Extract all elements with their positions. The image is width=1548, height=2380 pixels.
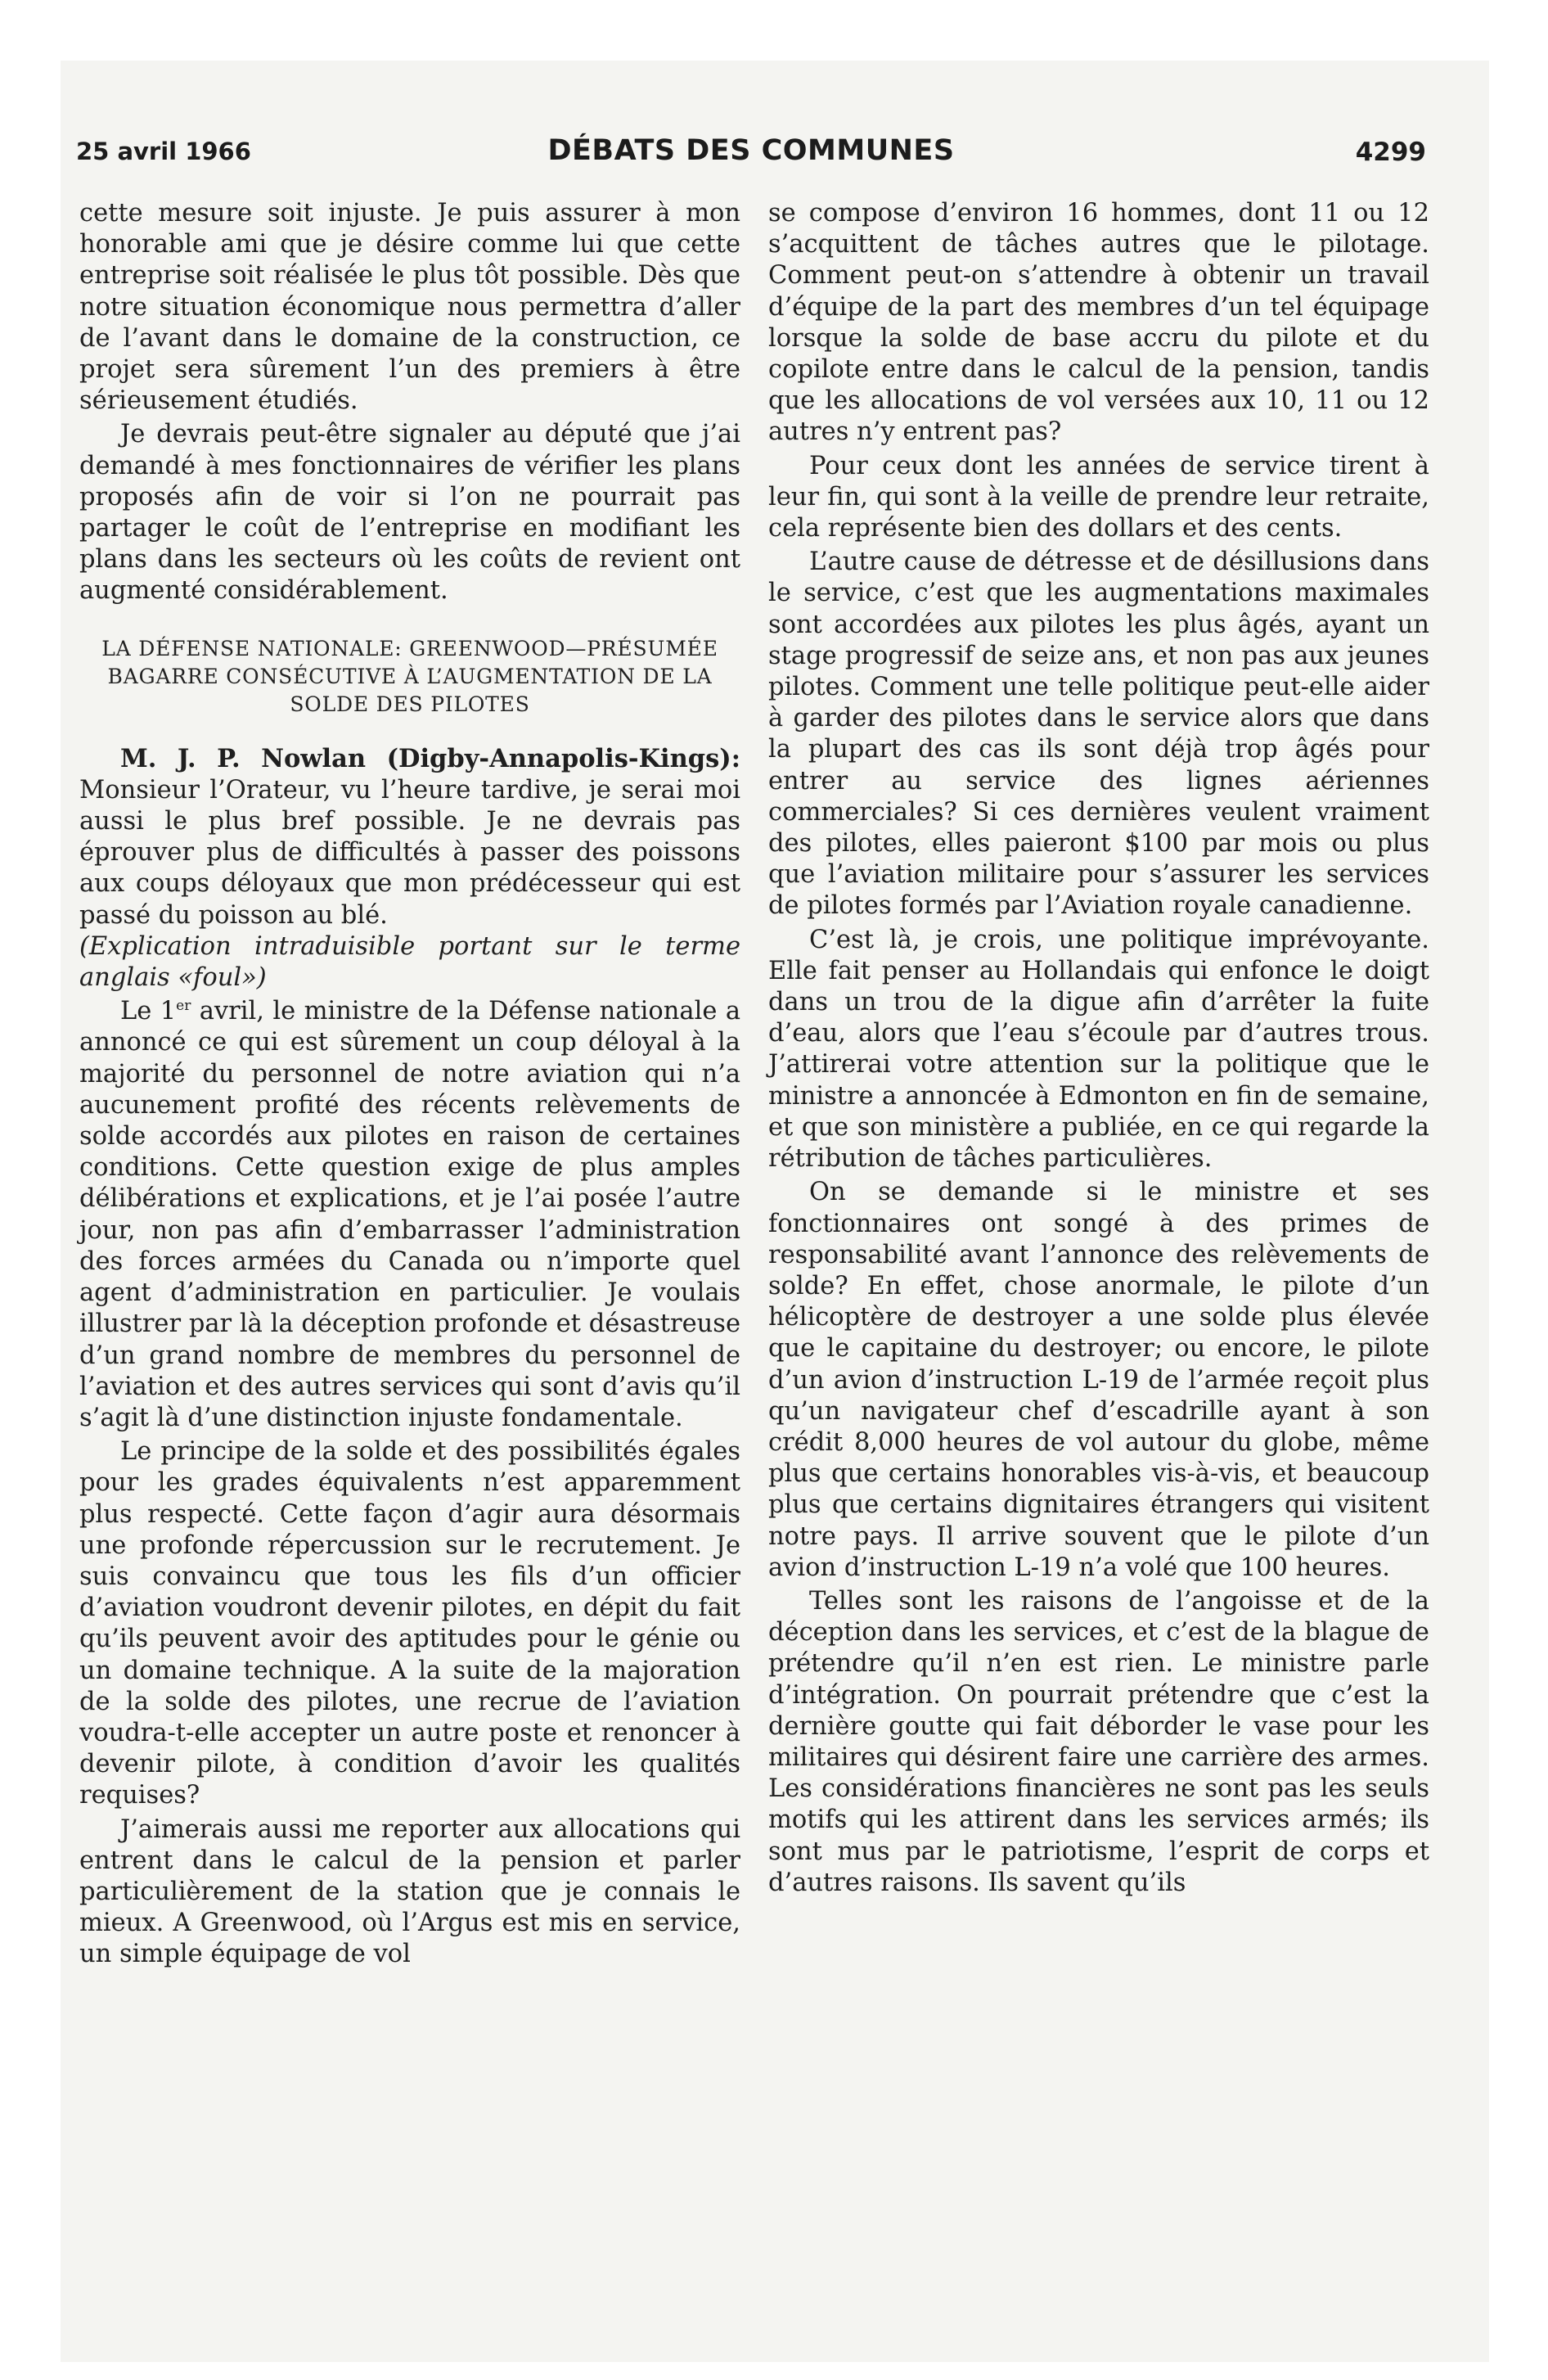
paragraph: L’autre cause de détresse et de désillusions dans le service, c’est que les augmentations maximales sont accordées aux pilotes les plus âgés, ayant un stage progressif de seize ans, et non pas aux jeunes pilotes. Comment une telle politique peut-elle aider à garder des pilotes dans le service alors que dans la plupart des cas ils sont déjà trop âgés pour entrer au service des lignes aériennes commerciales? Si ces dernières veulent vraiment des pilotes, elles paieront $100 par mois ou plus que l’aviation militaire pour s’assurer les services de pilotes formés par l’Aviation royale canadienne.	[768, 548, 1429, 921]
paragraph: Pour ceux dont les années de service tirent à leur fin, qui sont à la veille de prendre leur retraite, cela représente bien des dollars et des cents.	[768, 451, 1429, 543]
paragraph: cette mesure soit injuste. Je puis assurer à mon honorable ami que je désire comme lui que cette entreprise soit réalisée le plus tôt possible. Dès que notre situation économique nous permettra d’aller de l’avant dans le domaine de la construction, ce projet sera sûrement l’un des premiers à être sérieusement étudiés.	[79, 199, 740, 416]
paragraph: J’aimerais aussi me reporter aux allocations qui entrent dans le calcul de la pension et parler particulièrement de la station que je connais le mieux. A Greenwood, où l’Argus est mis en service, un simple équipage de vol	[79, 1814, 740, 1969]
paragraph: Telles sont les raisons de l’angoisse et de la déception dans les services, et c’est de la blague de prétendre qu’il n’en est rien. Le ministre parle d’intégration. On pourrait prétendre que c’est la dernière goutte qui fait déborder le vase pour les militaires qui désirent faire une carrière des armes. Les considérations financières ne sont pas les seuls motifs qui les attirent dans les services armés; ils sont mus par le patriotisme, l’esprit de corps et d’autres raisons. Ils savent qu’ils	[768, 1586, 1429, 1897]
paragraph: On se demande si le ministre et ses fonctionnaires ont songé à des primes de responsabilité avant l’annonce des relèvements de solde? En effet, chose anormale, le pilote d’un hélicoptère de destroyer a une solde plus élevée que le capitaine du destroyer; ou encore, le pilote d’un avion d’instruction L-19 de l’armée reçoit plus qu’un navigateur chef d’escadrille ayant à son crédit 8,000 heures de vol autour du globe, même plus que certains honorables vis-à-vis, et beaucoup plus que certains dignitaires étrangers qui visitent notre pays. Il arrive souvent que le pilote d’un avion d’instruction L-19 n’a volé que 100 heures.	[768, 1178, 1429, 1582]
ordinal-superscript: er	[176, 998, 191, 1015]
left-column	[79, 198, 740, 1971]
speech-text: Monsieur l’Orateur, vu l’heure tardive, je serai moi aussi le plus bref possible. Je ne devrais pas éprouver plus de difficultés à passer des poissons aux coups déloyaux que mon prédécesseur qui est passé du poisson au blé.	[79, 775, 740, 930]
paragraph: C’est là, je crois, une politique imprévoyante. Elle fait penser au Hollandais qui enfonce le doigt dans un trou de la digue afin d’arrêter la fuite d’eau, alors que l’eau s’écoule par d’autres trous. J’attirerai votre attention sur la politique que le ministre a annoncée à Edmonton en fin de semaine, et que son ministère a publiée, en ce qui regarde la rétribution de tâches particulières.	[768, 925, 1429, 1174]
header-date: 25 avril 1966	[76, 137, 251, 165]
speech-paragraph	[79, 743, 740, 931]
paragraph-rest: avril, le ministre de la Défense nationale a annoncé ce qui est sûrement un coup déloyal à la majorité du personnel de notre aviation qui n’a aucunement profité des récents relèvements de solde accordés aux pilotes en raison de certaines conditions. Cette question exige de plus amples délibérations et explications, et je l’ai posée l’autre jour, non pas afin d’embarrasser l’administration des forces armées du Canada ou n’importe quel agent d’administration en particulier. Je voulais illustrer par là la déception profonde et désastreuse d’un grand nombre de membres du personnel de l’aviation et des autres services qui sont d’avis qu’il s’agit là d’une distinction injuste fondamentale.	[79, 997, 740, 1432]
paragraph: Je devrais peut-être signaler au député que j’ai demandé à mes fonctionnaires de vérifier les plans proposés afin de voir si l’on ne pourrait pas partager le coût de l’entreprise en modifiant les plans dans les secteurs où les coûts de revient ont augmenté considérablement.	[79, 420, 740, 606]
section-heading: LA DÉFENSE NATIONALE: GREENWOOD—PRÉSUMÉE BAGARRE CONSÉCUTIVE À L’AUGMENTATION DE LA SOLDE DES PILOTES	[101, 636, 718, 716]
paragraph-start: Le 1	[120, 997, 177, 1026]
page-number: 4299	[1355, 137, 1426, 167]
paragraph	[79, 996, 740, 1434]
header-title: DÉBATS DES COMMUNES	[547, 134, 955, 167]
note-text: (Explication intraduisible portant sur le terme anglais «foul»)	[79, 931, 740, 993]
paragraph: se compose d’environ 16 hommes, dont 11 ou 12 s’acquittent de tâches autres que le pilotage. Comment peut-on s’attendre à obtenir un travail d’équipe de la part des membres d’un tel équipage lorsque la solde de base accru du pilote et du copilote entre dans le calcul de la pension, tandis que les allocations de vol versées aux 10, 11 ou 12 autres n’y entrent pas?	[768, 199, 1429, 447]
page-header	[76, 131, 1426, 172]
paragraph: Le principe de la solde et des possibilités égales pour les grades équivalents n’est apparemment plus respecté. Cette façon d’agir aura désormais une profonde répercussion sur le recrutement. Je suis convaincu que tous les fils d’un officier d’aviation voudront devenir pilotes, en dépit du fait qu’ils peuvent avoir des aptitudes pour le génie ou un domaine technique. A la suite de la majoration de la solde des pilotes, une recrue de l’aviation voudra-t-elle accepter un autre poste et renoncer à devenir pilote, à condition d’avoir les qualités requises?	[79, 1437, 740, 1810]
right-column	[768, 198, 1429, 1899]
speaker-name: M. J. P. Nowlan (Digby-Annapolis-Kings):	[120, 743, 740, 773]
translation-note	[79, 931, 740, 994]
